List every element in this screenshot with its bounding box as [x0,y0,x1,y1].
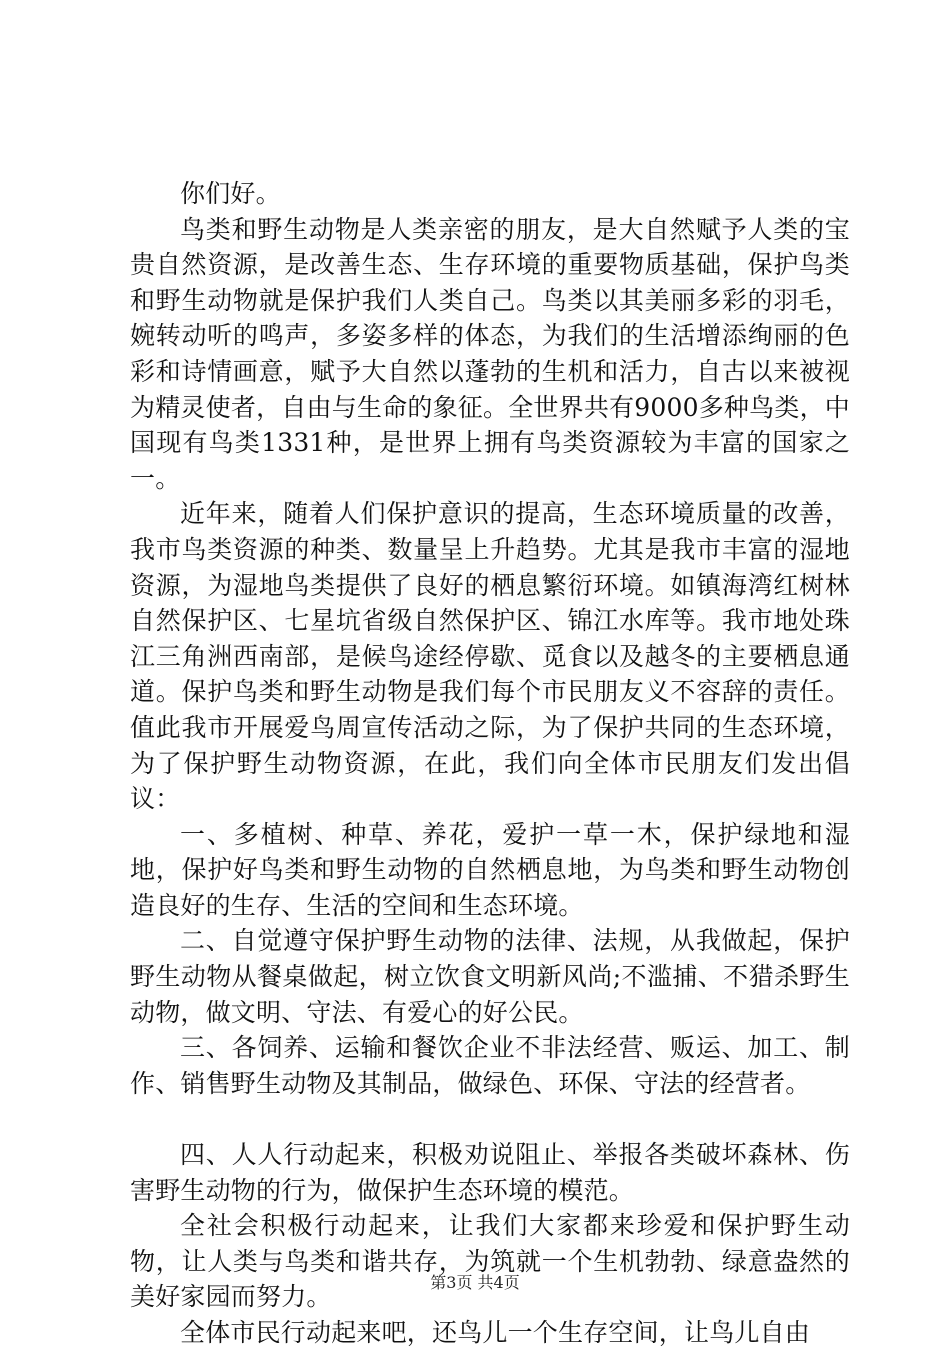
paragraph-greeting: 你们好。 [180,179,281,208]
paragraph-intro: 鸟类和野生动物是人类亲密的朋友，是大自然赋予人类的宝贵自然资源，是改善生态、生存环境的重要物质基础，保护鸟类和野生动物就是保护我们人类自己。鸟类以其美丽多彩的羽毛，婉转动听的鸣声，多姿多样的体态，为我们的生活增添绚丽的色彩和诗情画意，赋予大自然以蓬勃的生机和活力，自古以来被视为精灵使者，自由与生命的象征。全世界共有9000多种鸟类，中国现有鸟类1331种，是世界上拥有鸟类资源较为丰富的国家之一。 [130,214,850,493]
paragraph-recent-years: 近年来，随着人们保护意识的提高，生态环境质量的改善，我市鸟类资源的种类、数量呈上升趋势。尤其是我市丰富的湿地资源，为湿地鸟类提供了良好的栖息繁衍环境。如镇海湾红树林自然保护区、七星坑省级自然保护区、锦江水库等。我市地处珠江三角洲西南部，是候鸟途经停歇、觅食以及越冬的主要栖息通道。保护鸟类和野生动物是我们每个市民朋友义不容辞的责任。值此我市开展爱鸟周宣传活动之际，为了保护共同的生态环境，为了保护野生动物资源，在此，我们向全体市民朋友们发出倡议： [130,499,850,814]
page-number-footer: 第3页 共4页 [430,1273,520,1292]
document-body [130,176,850,1351]
paragraph-proposal-3: 三、各饲养、运输和餐饮企业不非法经营、贩运、加工、制作、销售野生动物及其制品，做绿色、环保、守法的经营者。 [130,1033,850,1098]
paragraph-proposal-4: 四、人人行动起来，积极劝说阻止、举报各类破坏森林、伤害野生动物的行为，做保护生态环境的模范。 [130,1140,850,1205]
paragraph-proposal-1: 一、多植树、种草、养花，爱护一草一木，保护绿地和湿地，保护好鸟类和野生动物的自然栖息地，为鸟类和野生动物创造良好的生存、生活的空间和生态环境。 [130,819,850,920]
paragraph-proposal-2: 二、自觉遵守保护野生动物的法律、法规，从我做起，保护野生动物从餐桌做起，树立饮食文明新风尚;不滥捕、不猎杀野生动物，做文明、守法、有爱心的好公民。 [130,926,850,1027]
paragraph-closing: 全体市民行动起来吧，还鸟儿一个生存空间，让鸟儿自由 [180,1318,811,1347]
paragraph-society: 全社会积极行动起来，让我们大家都来珍爱和保护野生动物，让人类与鸟类和谐共存，为筑就一个生机勃勃、绿意盎然的美好家园而努力。 [130,1211,850,1312]
